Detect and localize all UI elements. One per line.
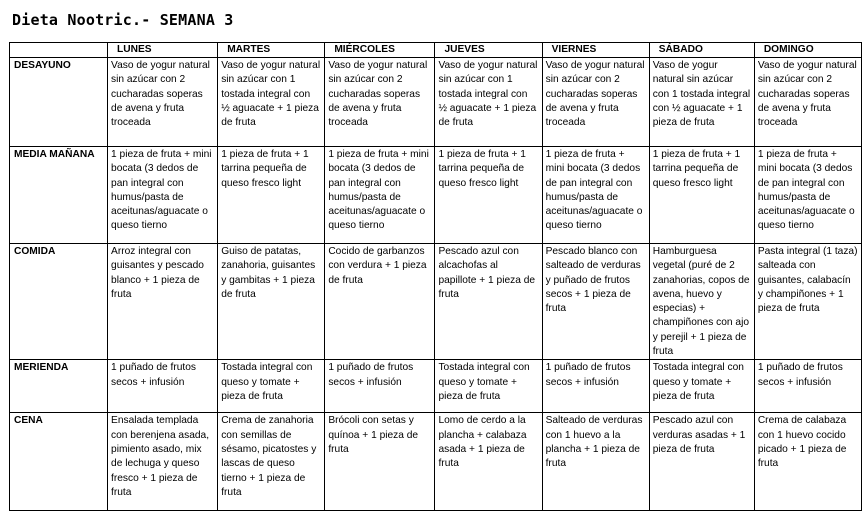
meal-cell: Salteado de verduras con 1 huevo a la plancha + 1 pieza de fruta bbox=[542, 413, 649, 511]
day-header: MIÉRCOLES bbox=[325, 43, 435, 58]
meal-cell: Vaso de yogur natural sin azúcar con 2 cucharadas soperas de avena y fruta troceada bbox=[325, 58, 435, 147]
meal-cell: 1 pieza de fruta + mini bocata (3 dedos de pan integral con humus/pasta de aceitunas/aguacate o queso tierno bbox=[325, 147, 435, 244]
page-title: Dieta Nootric.- SEMANA 3 bbox=[12, 11, 234, 29]
day-header: JUEVES bbox=[435, 43, 542, 58]
meal-cell: 1 pieza de fruta + mini bocata (3 dedos de pan integral con humus/pasta de aceitunas/aguacate o queso tierno bbox=[108, 147, 218, 244]
meal-cell: Pasta integral (1 taza) salteada con guisantes, calabacín y champiñones + 1 pieza de fruta bbox=[754, 244, 861, 360]
meal-cell: Crema de calabaza con 1 huevo cocido picado + 1 pieza de fruta bbox=[754, 413, 861, 511]
day-header: SÁBADO bbox=[649, 43, 754, 58]
meal-cell: Vaso de yogur natural sin azúcar con 1 tostada integral con ½ aguacate + 1 pieza de fruta bbox=[649, 58, 754, 147]
meal-cell: 1 puñado de frutos secos + infusión bbox=[108, 360, 218, 413]
meal-cell: 1 pieza de fruta + mini bocata (3 dedos de pan integral con humus/pasta de aceitunas/aguacate o queso tierno bbox=[754, 147, 861, 244]
table-row bbox=[10, 413, 862, 511]
table-row bbox=[10, 147, 862, 244]
meal-cell: Crema de zanahoria con semillas de sésamo, picatostes y lascas de queso tierno + 1 pieza de fruta bbox=[218, 413, 325, 511]
meal-cell: Guiso de patatas, zanahoria, guisantes y gambitas + 1 pieza de fruta bbox=[218, 244, 325, 360]
table-row bbox=[10, 244, 862, 360]
meal-cell: Arroz integral con guisantes y pescado blanco + 1 pieza de fruta bbox=[108, 244, 218, 360]
meal-cell: Vaso de yogur natural sin azúcar con 1 tostada integral con ½ aguacate + 1 pieza de fruta bbox=[218, 58, 325, 147]
meal-cell: Vaso de yogur natural sin azúcar con 2 cucharadas soperas de avena y fruta troceada bbox=[108, 58, 218, 147]
meal-cell: Hamburguesa vegetal (puré de 2 zanahorias, copos de avena, huevo y especias) + champiñones con ajo y perejil + 1 pieza de fruta bbox=[649, 244, 754, 360]
day-header: DOMINGO bbox=[754, 43, 861, 58]
meal-label: MEDIA MAÑANA bbox=[10, 147, 108, 244]
diet-table bbox=[9, 42, 862, 511]
meal-cell: Tostada integral con queso y tomate + pieza de fruta bbox=[218, 360, 325, 413]
meal-cell: Brócoli con setas y quínoa + 1 pieza de fruta bbox=[325, 413, 435, 511]
meal-cell: 1 pieza de fruta + 1 tarrina pequeña de queso fresco light bbox=[649, 147, 754, 244]
meal-label: DESAYUNO bbox=[10, 58, 108, 147]
meal-label: CENA bbox=[10, 413, 108, 511]
header-row bbox=[10, 43, 862, 58]
meal-cell: 1 puñado de frutos secos + infusión bbox=[325, 360, 435, 413]
meal-cell: Ensalada templada con berenjena asada, pimiento asado, mix de lechuga y queso fresco + 1 pieza de fruta bbox=[108, 413, 218, 511]
meal-cell: Pescado azul con verduras asadas + 1 pieza de fruta bbox=[649, 413, 754, 511]
day-header: VIERNES bbox=[542, 43, 649, 58]
meal-cell: 1 pieza de fruta + 1 tarrina pequeña de queso fresco light bbox=[218, 147, 325, 244]
day-header: LUNES bbox=[108, 43, 218, 58]
table-row bbox=[10, 360, 862, 413]
meal-label: COMIDA bbox=[10, 244, 108, 360]
corner-cell bbox=[10, 43, 108, 58]
meal-cell: Pescado azul con alcachofas al papillote + 1 pieza de fruta bbox=[435, 244, 542, 360]
meal-cell: 1 puñado de frutos secos + infusión bbox=[754, 360, 861, 413]
meal-cell: 1 pieza de fruta + mini bocata (3 dedos de pan integral con humus/pasta de aceitunas/aguacate o queso tierno bbox=[542, 147, 649, 244]
day-header: MARTES bbox=[218, 43, 325, 58]
meal-cell: Pescado blanco con salteado de verduras y puñado de frutos secos + 1 pieza de fruta bbox=[542, 244, 649, 360]
meal-cell: Lomo de cerdo a la plancha + calabaza asada + 1 pieza de fruta bbox=[435, 413, 542, 511]
meal-cell: Cocido de garbanzos con verdura + 1 pieza de fruta bbox=[325, 244, 435, 360]
meal-cell: 1 puñado de frutos secos + infusión bbox=[542, 360, 649, 413]
table-row bbox=[10, 58, 862, 147]
meal-cell: Vaso de yogur natural sin azúcar con 2 cucharadas soperas de avena y fruta troceada bbox=[754, 58, 861, 147]
meal-cell: Vaso de yogur natural sin azúcar con 1 tostada integral con ½ aguacate + 1 pieza de fruta bbox=[435, 58, 542, 147]
meal-cell: 1 pieza de fruta + 1 tarrina pequeña de queso fresco light bbox=[435, 147, 542, 244]
meal-label: MERIENDA bbox=[10, 360, 108, 413]
meal-cell: Tostada integral con queso y tomate + pieza de fruta bbox=[649, 360, 754, 413]
meal-cell: Tostada integral con queso y tomate + pieza de fruta bbox=[435, 360, 542, 413]
meal-cell: Vaso de yogur natural sin azúcar con 2 cucharadas soperas de avena y fruta troceada bbox=[542, 58, 649, 147]
